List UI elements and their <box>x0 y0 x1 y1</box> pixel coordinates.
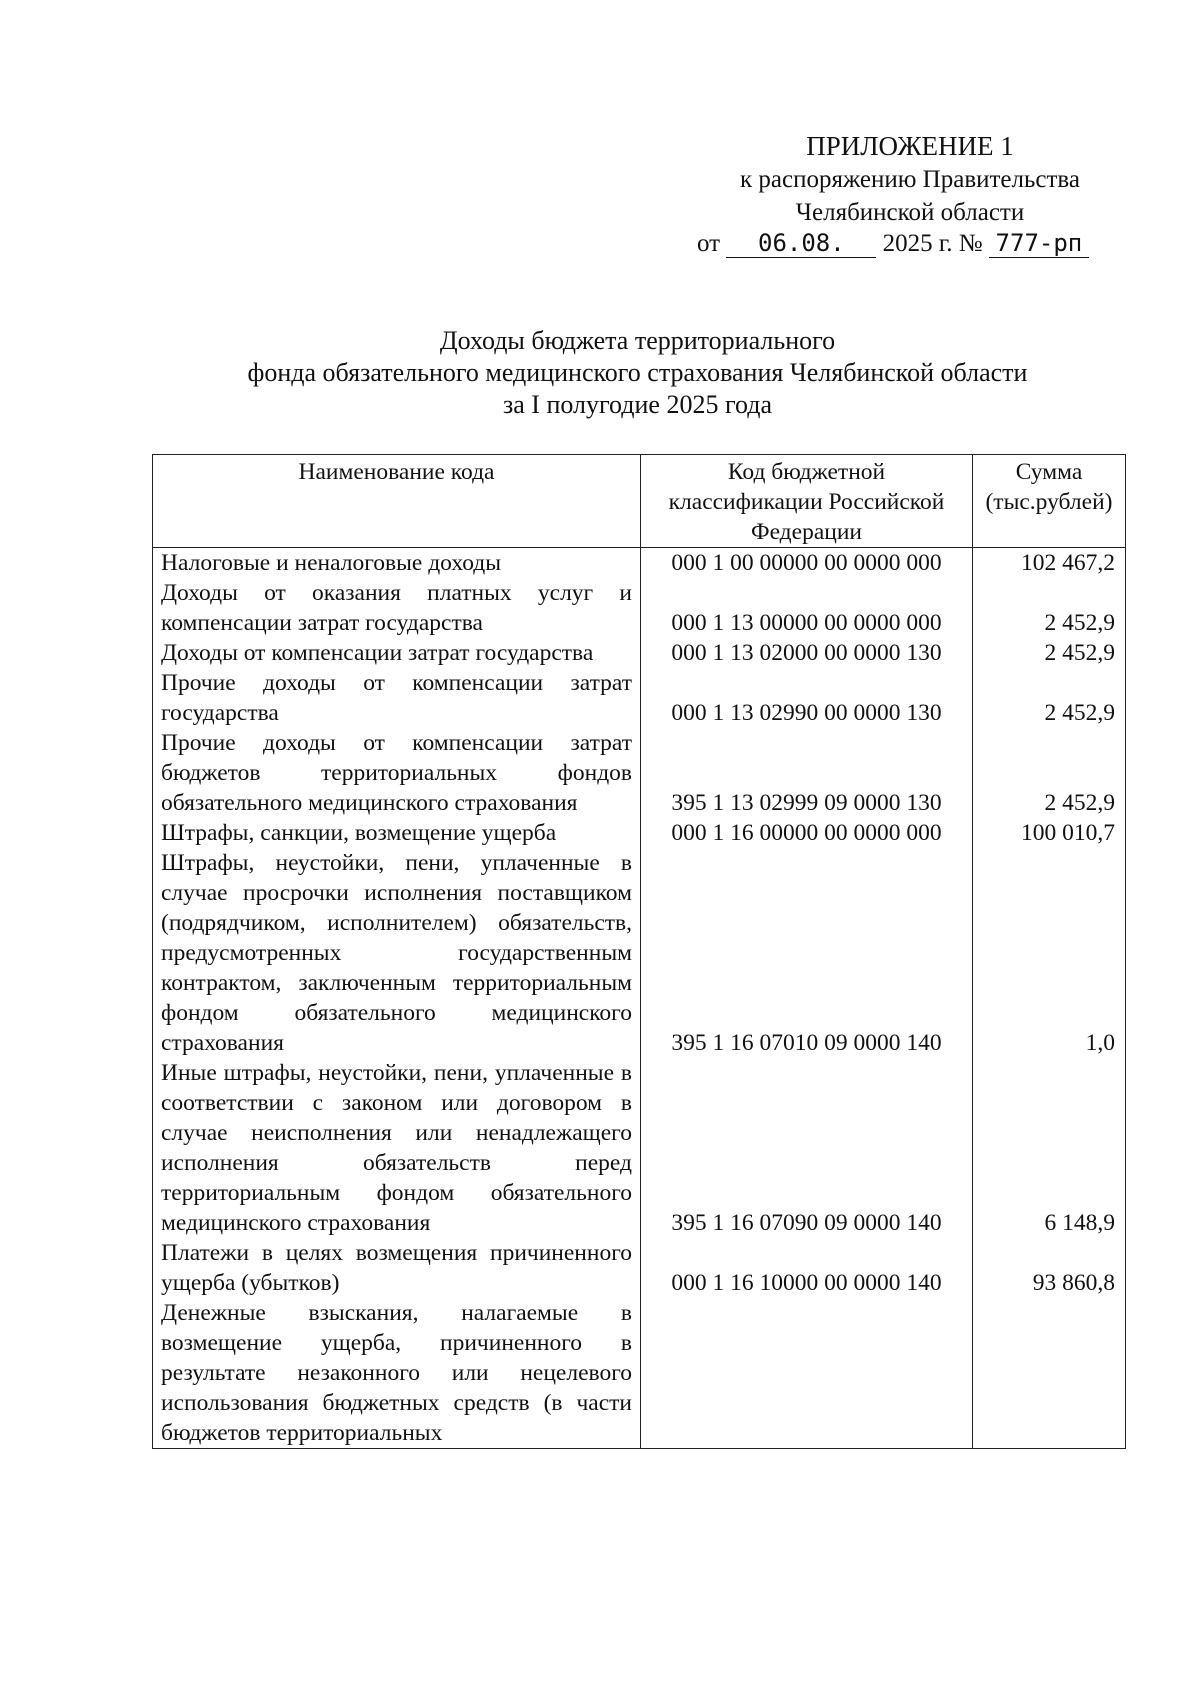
table-row <box>153 1238 1126 1298</box>
table-row <box>153 1298 1126 1449</box>
order-number: 777-рп <box>989 229 1089 258</box>
table-header-row <box>153 455 1126 548</box>
table-row <box>153 818 1126 848</box>
row-code: 000 1 16 00000 00 0000 000 <box>641 818 973 848</box>
row-code: 000 1 13 00000 00 0000 000 <box>641 578 973 638</box>
table-row <box>153 668 1126 728</box>
title-line-1: Доходы бюджета территориального <box>439 326 836 355</box>
row-name: Налоговые и неналоговые доходы <box>153 548 641 579</box>
row-code: 000 1 16 10000 00 0000 140 <box>641 1238 973 1298</box>
title-line-3: за I полугодие 2025 года <box>502 390 772 419</box>
row-name: Штрафы, санкции, возмещение ущерба <box>153 818 641 848</box>
row-name: Иные штрафы, неустойки, пени, уплаченные в соответствии с законом или договором в случае неисполнения или ненадлежащего исполнения обязательств перед территориальным фондом обязательного медицинского страхования <box>153 1058 641 1238</box>
row-name: Платежи в целях возмещения причиненного ущерба (убытков) <box>153 1238 641 1298</box>
row-amount: 2 452,9 <box>973 668 1126 728</box>
row-name: Денежные взыскания, налагаемые в возмещение ущерба, причиненного в результате незаконного или нецелевого использования бюджетных средств (в части бюджетов территориальных <box>153 1298 641 1449</box>
order-reference <box>697 229 1142 259</box>
row-amount: 1,0 <box>973 848 1126 1058</box>
appendix-line-2: Челябинской области <box>795 199 1025 226</box>
row-amount: 100 010,7 <box>973 818 1126 848</box>
row-code: 000 1 00 00000 00 0000 000 <box>641 548 973 579</box>
row-code: 395 1 16 07010 09 0000 140 <box>641 848 973 1058</box>
table-row <box>153 638 1126 668</box>
row-amount <box>973 1298 1126 1449</box>
header-name: Наименование кода <box>153 455 641 548</box>
from-label: от <box>697 230 721 257</box>
table-row <box>153 548 1126 579</box>
row-name: Прочие доходы от компенсации затрат бюджетов территориальных фондов обязательного медицинского страхования <box>153 728 641 818</box>
row-name: Прочие доходы от компенсации затрат государства <box>153 668 641 728</box>
row-amount: 93 860,8 <box>973 1238 1126 1298</box>
appendix-block <box>680 130 1140 229</box>
row-code: 000 1 13 02000 00 0000 130 <box>641 638 973 668</box>
row-name: Штрафы, неустойки, пени, уплаченные в случае просрочки исполнения поставщиком (подрядчиком, исполнителем) обязательств, предусмотренных государственным контрактом, заключенным территориальным фондом обязательного медицинского страхования <box>153 848 641 1058</box>
table-row <box>153 578 1126 638</box>
year-label: 2025 г. № <box>882 230 983 257</box>
order-date: 06.08. <box>726 229 876 258</box>
table-row <box>153 848 1126 1058</box>
revenue-table <box>152 454 1126 1449</box>
row-name: Доходы от оказания платных услуг и компенсации затрат государства <box>153 578 641 638</box>
row-amount: 2 452,9 <box>973 728 1126 818</box>
row-name: Доходы от компенсации затрат государства <box>153 638 641 668</box>
appendix-heading: ПРИЛОЖЕНИЕ 1 <box>806 131 1014 161</box>
document-title <box>150 325 1125 421</box>
row-amount: 2 452,9 <box>973 638 1126 668</box>
header-code: Код бюджетной классификации Российской Федерации <box>641 455 973 548</box>
row-code: 395 1 13 02999 09 0000 130 <box>641 728 973 818</box>
row-code: 000 1 13 02990 00 0000 130 <box>641 668 973 728</box>
row-amount: 102 467,2 <box>973 548 1126 579</box>
title-line-2: фонда обязательного медицинского страхования Челябинской области <box>247 358 1028 387</box>
row-code: 395 1 16 07090 09 0000 140 <box>641 1058 973 1238</box>
table-row <box>153 1058 1126 1238</box>
appendix-line-1: к распоряжению Правительства <box>739 166 1080 193</box>
row-code <box>641 1298 973 1449</box>
table-row <box>153 728 1126 818</box>
header-amount: Сумма (тыс.рублей) <box>973 455 1126 548</box>
row-amount: 6 148,9 <box>973 1058 1126 1238</box>
row-amount: 2 452,9 <box>973 578 1126 638</box>
